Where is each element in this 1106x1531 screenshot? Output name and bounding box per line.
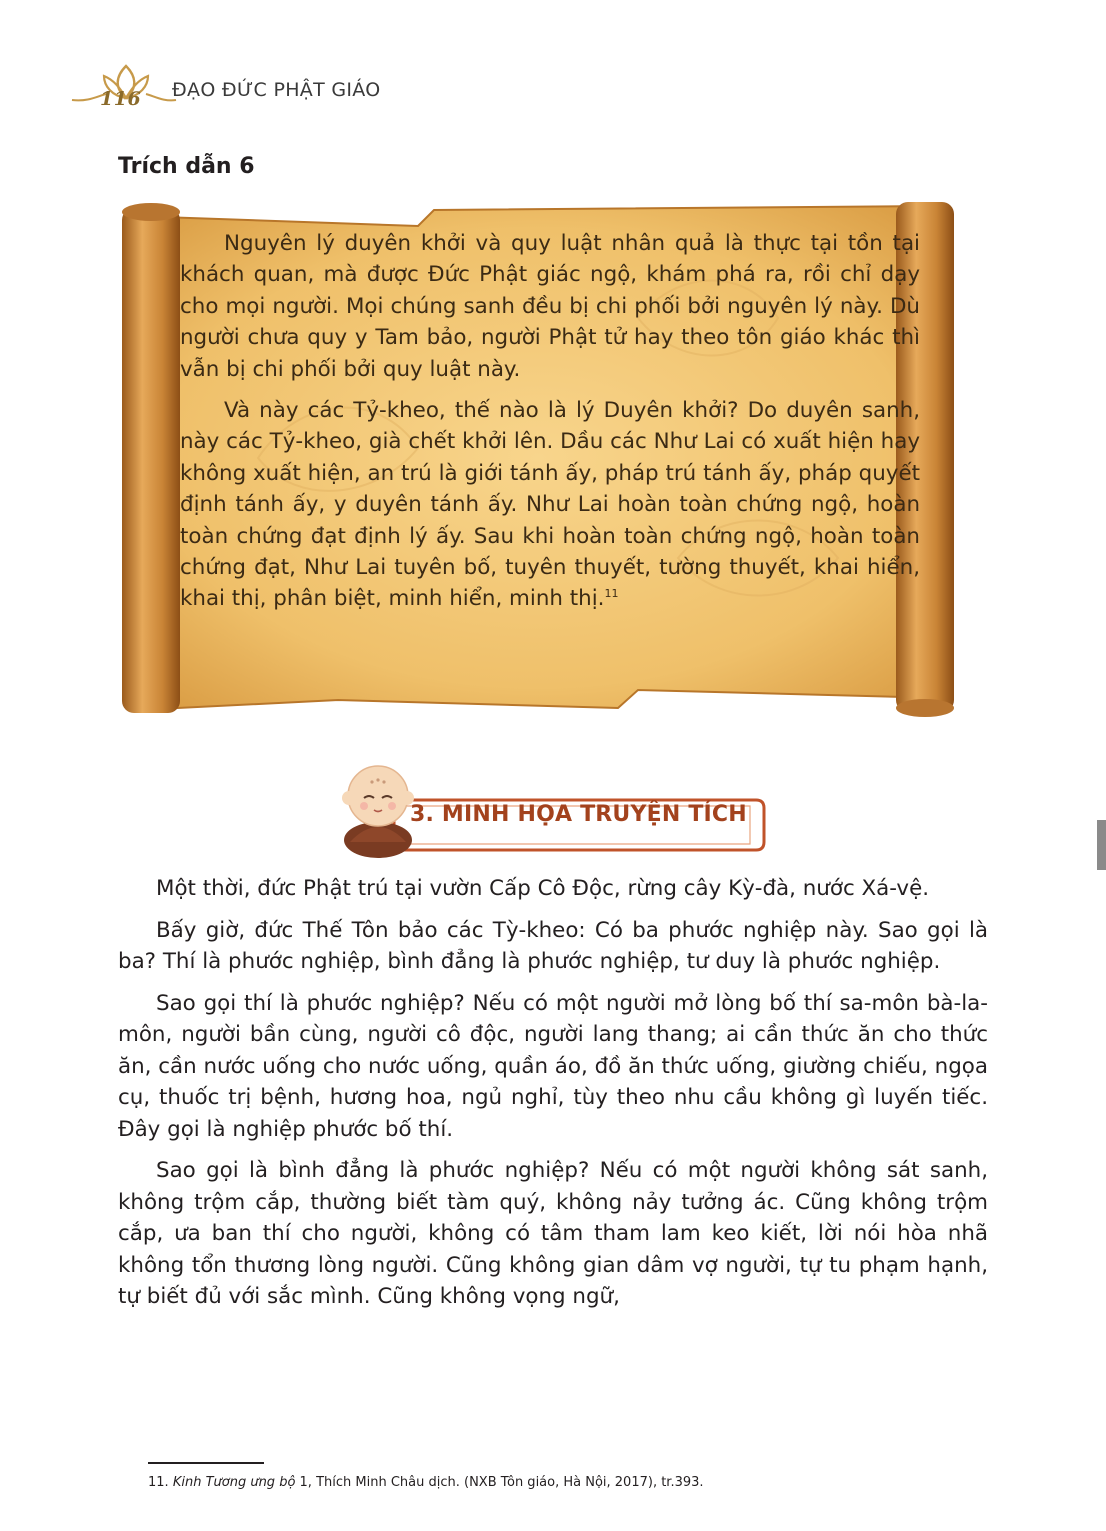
quote-paragraph-text: Và này các Tỷ-kheo, thế nào là lý Duyên khởi? Do duyên sanh, này các Tỷ-kheo, già chết khởi lên. Dầu các Như Lai có xuất hiện hay không xuất hiện, an trú là giới tánh ấy, pháp trú tánh ấy, pháp quyết định tánh ấy, y duyên tánh ấy. Như Lai hoàn toàn chứng ngộ, hoàn toàn chứng đạt định lý ấy. Sau khi hoàn toàn chứng ngộ, hoàn toàn chứng đạt, Như Lai tuyên bố, tuyên thuyết, tường thuyết, khai hiển, khai thị, phân biệt, minh hiển, minh thị. [180, 398, 920, 612]
page-number: 116 [100, 88, 142, 110]
footnote-divider [148, 1462, 264, 1464]
body-paragraph: Sao gọi là bình đẳng là phước nghiệp? Nếu có một người không sát sanh, không trộm cắp, thường biết tàm quý, không nảy tưởng ác. Cũng không trộm cắp, ưa ban thí cho người, không có tâm tham lam keo kiết, lời nói hòa nhã không tổn thương lòng người. Cũng không gian dâm vợ người, tự tu phạm hạnh, tự biết đủ với sắc mình. Cũng không vọng ngữ, [118, 1158, 988, 1309]
section-banner [336, 758, 766, 862]
footnote-source-title: Kinh Tương ưng bộ [172, 1475, 296, 1490]
footnote-number: 11. [148, 1475, 169, 1490]
quote-paragraph [180, 395, 920, 615]
section-heading: Trích dẫn 6 [118, 154, 255, 179]
story-body [118, 873, 988, 1323]
section-banner-title: 3. MINH HỌA TRUYỆN TÍCH [410, 802, 747, 827]
body-paragraph: Bấy giờ, đức Thế Tôn bảo các Tỳ-kheo: Có ba phước nghiệp này. Sao gọi là ba? Thí là phước nghiệp, bình đẳng là phước nghiệp, tư duy là phước nghiệp. [118, 917, 988, 974]
page-header [68, 62, 488, 114]
book-title: ĐẠO ĐỨC PHẬT GIÁO [172, 79, 381, 101]
page-edge-marker [1097, 820, 1106, 870]
footnote-reference[interactable]: 11 [604, 587, 619, 601]
quote-scroll [118, 198, 958, 723]
quote-paragraph: Nguyên lý duyên khởi và quy luật nhân quả là thực tại tồn tại khách quan, mà được Đức Phật giác ngộ, khám phá ra, rồi chỉ dạy cho mọi người. Mọi chúng sanh đều bị chi phối bởi nguyên lý này. Dù người chưa quy y Tam bảo, người Phật tử hay theo tôn giáo khác thì vẫn bị chi phối bởi quy luật này. [180, 231, 920, 382]
footnote [148, 1475, 968, 1490]
footnote-source-details: 1, Thích Minh Châu dịch. (NXB Tôn giáo, Hà Nội, 2017), tr.393. [295, 1475, 704, 1490]
body-paragraph: Một thời, đức Phật trú tại vườn Cấp Cô Độc, rừng cây Kỳ-đà, nước Xá-vệ. [156, 876, 930, 901]
body-paragraph: Sao gọi thí là phước nghiệp? Nếu có một người mở lòng bố thí sa-môn bà-la-môn, người bần cùng, người cô độc, người lang thang; ai cần thức ăn cho thức ăn, cần nước uống cho nước uống, quần áo, đồ ăn thức uống, giường chiếu, ngọa cụ, thuốc trị bệnh, hương hoa, ngủ nghỉ, tùy theo nhu cầu không gì luyến tiếc. Đây gọi là nghiệp phước bố thí. [118, 990, 988, 1142]
